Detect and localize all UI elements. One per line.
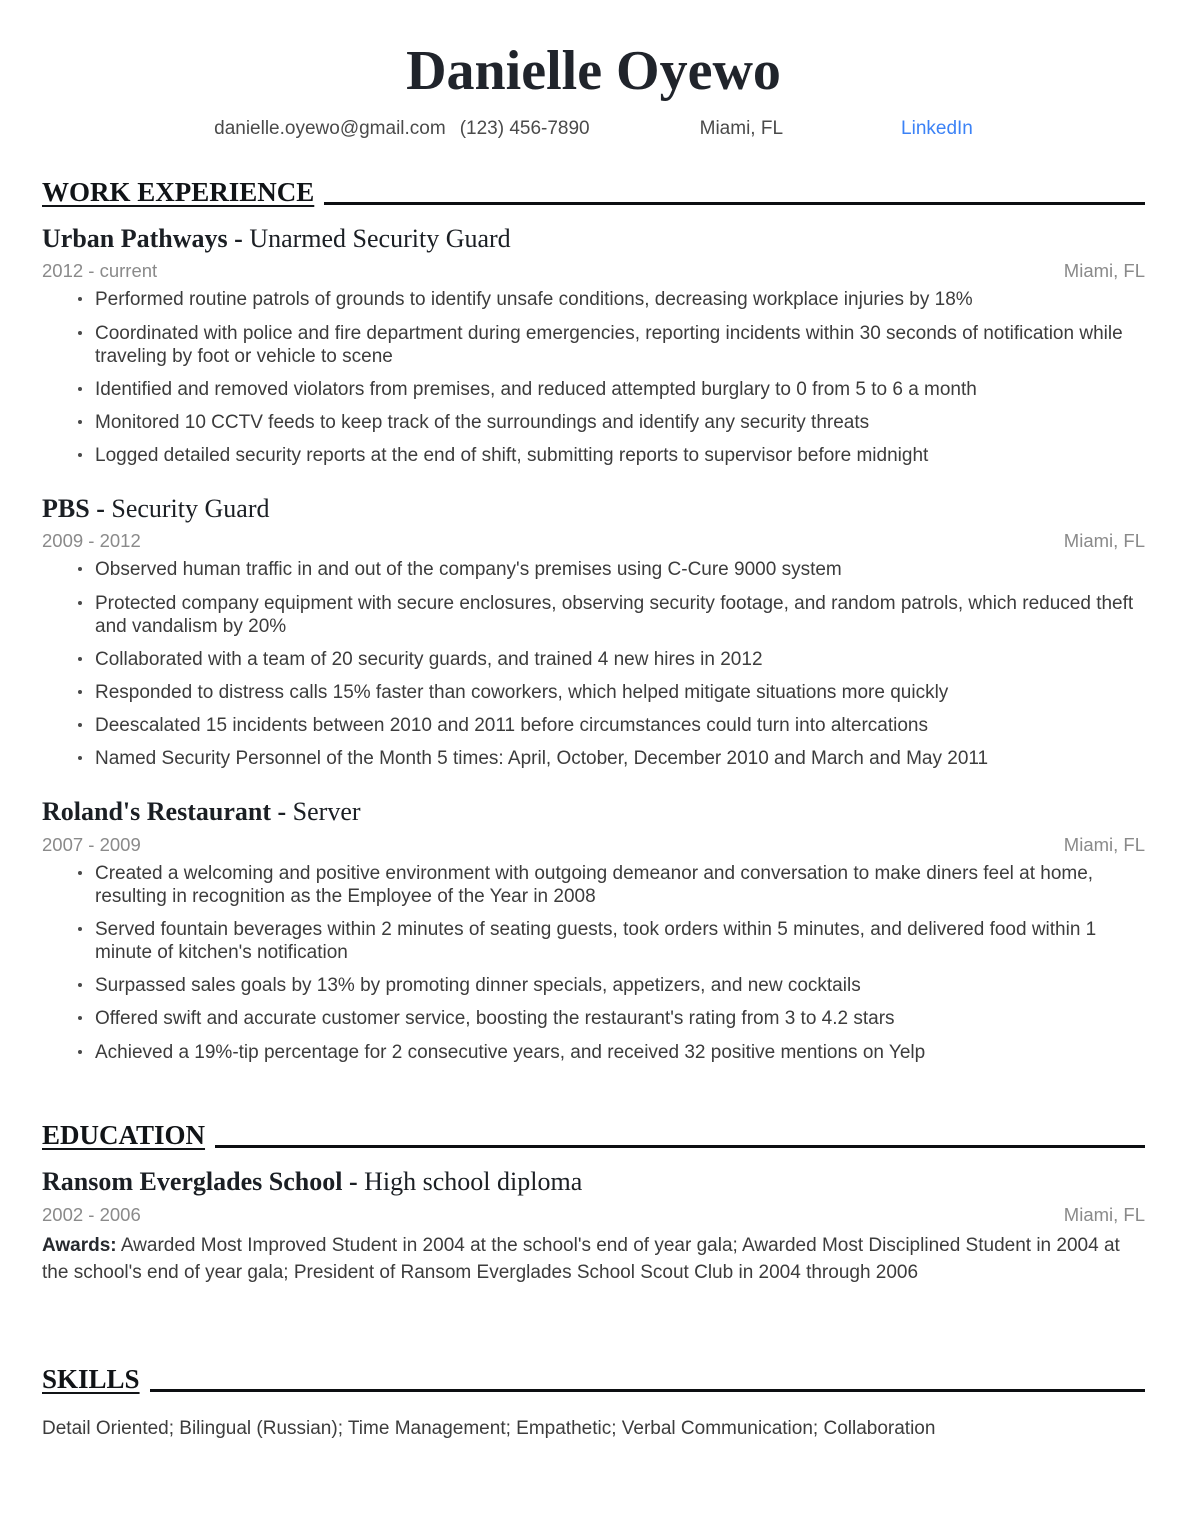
email-text: danielle.oyewo@gmail.com — [214, 117, 446, 139]
bullet-item: Offered swift and accurate customer service, boosting the restaurant's rating from 3 to 4.2 stars — [42, 1007, 1145, 1030]
section-divider — [150, 1389, 1145, 1392]
section-divider — [324, 202, 1145, 205]
degree-name: High school diploma — [364, 1166, 583, 1196]
awards-label: Awards: — [42, 1234, 117, 1256]
contact-email-phone-group — [214, 118, 590, 141]
school-location: Miami, FL — [1063, 1203, 1145, 1225]
work-entry — [42, 797, 1145, 1064]
awards-paragraph — [42, 1232, 1145, 1287]
resume-header — [42, 0, 1145, 141]
bullet-item: Surpassed sales goals by 13% by promoting dinner specials, appetizers, and new cocktails — [42, 974, 1145, 997]
bullet-item: Deescalated 15 incidents between 2010 and 2011 before circumstances could turn into altercations — [42, 714, 1145, 737]
job-location: Miami, FL — [1063, 833, 1145, 855]
work-entry — [42, 224, 1145, 468]
bullet-item: Responded to distress calls 15% faster than coworkers, which helped mitigate situations more quickly — [42, 681, 1145, 704]
skills-list-text: Detail Oriented; Bilingual (Russian); Time Management; Empathetic; Verbal Communication; Collaboration — [42, 1417, 936, 1439]
work-entry — [42, 494, 1145, 771]
education-entry-title — [42, 1167, 1145, 1197]
employer-name: PBS — [42, 493, 90, 523]
spacer — [42, 1306, 1145, 1366]
date-range: 2007 - 2009 — [42, 833, 141, 855]
candidate-name: Danielle Oyewo — [406, 40, 781, 102]
contact-row — [42, 118, 1145, 141]
work-entry-meta — [42, 834, 1145, 856]
work-entry-title — [42, 224, 1145, 254]
work-bullet-list — [42, 558, 1145, 770]
work-experience-heading — [42, 176, 1145, 208]
phone-text: (123) 456-7890 — [459, 117, 590, 139]
awards-text: Awarded Most Improved Student in 2004 at the school's end of year gala; Awarded Most Disciplined Student in 2004 at the school's end of year gala; President of Ransom Everglades School Scout Club in 2004 through 2006 — [42, 1234, 1120, 1284]
section-skills — [42, 1363, 1145, 1442]
bullet-item: Identified and removed violators from premises, and reduced attempted burglary to 0 from 5 to 6 a month — [42, 378, 1145, 401]
section-work-experience — [42, 176, 1145, 1064]
work-bullet-list — [42, 862, 1145, 1064]
education-heading — [42, 1119, 1145, 1151]
job-title: Server — [292, 796, 361, 826]
title-separator: - — [270, 796, 293, 826]
job-location: Miami, FL — [1063, 530, 1145, 552]
section-title-text: SKILLS — [42, 1363, 140, 1394]
bullet-item: Protected company equipment with secure enclosures, observing security footage, and random patrols, which reduced theft and vandalism by 20% — [42, 592, 1145, 638]
bullet-item: Served fountain beverages within 2 minutes of seating guests, took orders within 5 minutes, and delivered food within 1 minute of kitchen's notification — [42, 918, 1145, 964]
job-location: Miami, FL — [1063, 260, 1145, 282]
bullet-item: Named Security Personnel of the Month 5 times: April, October, December 2010 and March and May 2011 — [42, 747, 1145, 770]
section-title-text: WORK EXPERIENCE — [42, 176, 315, 207]
title-separator: - — [227, 223, 250, 253]
job-title: Security Guard — [111, 493, 270, 523]
title-separator: - — [89, 493, 112, 523]
bullet-item: Collaborated with a team of 20 security guards, and trained 4 new hires in 2012 — [42, 648, 1145, 671]
bullet-item: Coordinated with police and fire department during emergencies, reporting incidents within 30 seconds of notification while traveling by foot or vehicle to scene — [42, 322, 1145, 368]
linkedin-link[interactable]: LinkedIn — [901, 117, 973, 139]
bullet-item: Performed routine patrols of grounds to identify unsafe conditions, decreasing workplace injuries by 18% — [42, 288, 1145, 311]
employer-name: Urban Pathways — [42, 223, 228, 253]
section-education — [42, 1119, 1145, 1287]
spacer — [42, 1064, 1145, 1122]
employer-name: Roland's Restaurant — [42, 796, 271, 826]
school-name: Ransom Everglades School — [42, 1166, 343, 1196]
education-entry — [42, 1167, 1145, 1287]
date-range: 2012 - current — [42, 260, 158, 282]
work-entry-title — [42, 494, 1145, 524]
bullet-item: Logged detailed security reports at the end of shift, submitting reports to supervisor before midnight — [42, 444, 1145, 467]
section-title-text: EDUCATION — [42, 1119, 206, 1150]
title-separator: - — [342, 1166, 365, 1196]
location-text: Miami, FL — [699, 117, 784, 139]
bullet-item: Achieved a 19%-tip percentage for 2 consecutive years, and received 32 positive mentions on Yelp — [42, 1041, 1145, 1064]
date-range: 2002 - 2006 — [42, 1203, 141, 1225]
work-entry-meta — [42, 260, 1145, 282]
work-entry-meta — [42, 530, 1145, 552]
skills-heading — [42, 1363, 1145, 1395]
bullet-item: Created a welcoming and positive environment with outgoing demeanor and conversation to make diners feel at home, resulting in recognition as the Employee of the Year in 2008 — [42, 862, 1145, 908]
bullet-item: Observed human traffic in and out of the company's premises using C-Cure 9000 system — [42, 558, 1145, 581]
bullet-item: Monitored 10 CCTV feeds to keep track of the surroundings and identify any security threats — [42, 411, 1145, 434]
job-title: Unarmed Security Guard — [249, 223, 511, 253]
work-entry-title — [42, 797, 1145, 827]
section-divider — [215, 1145, 1145, 1148]
education-entry-meta — [42, 1204, 1145, 1226]
date-range: 2009 - 2012 — [42, 530, 141, 552]
work-bullet-list — [42, 288, 1145, 467]
